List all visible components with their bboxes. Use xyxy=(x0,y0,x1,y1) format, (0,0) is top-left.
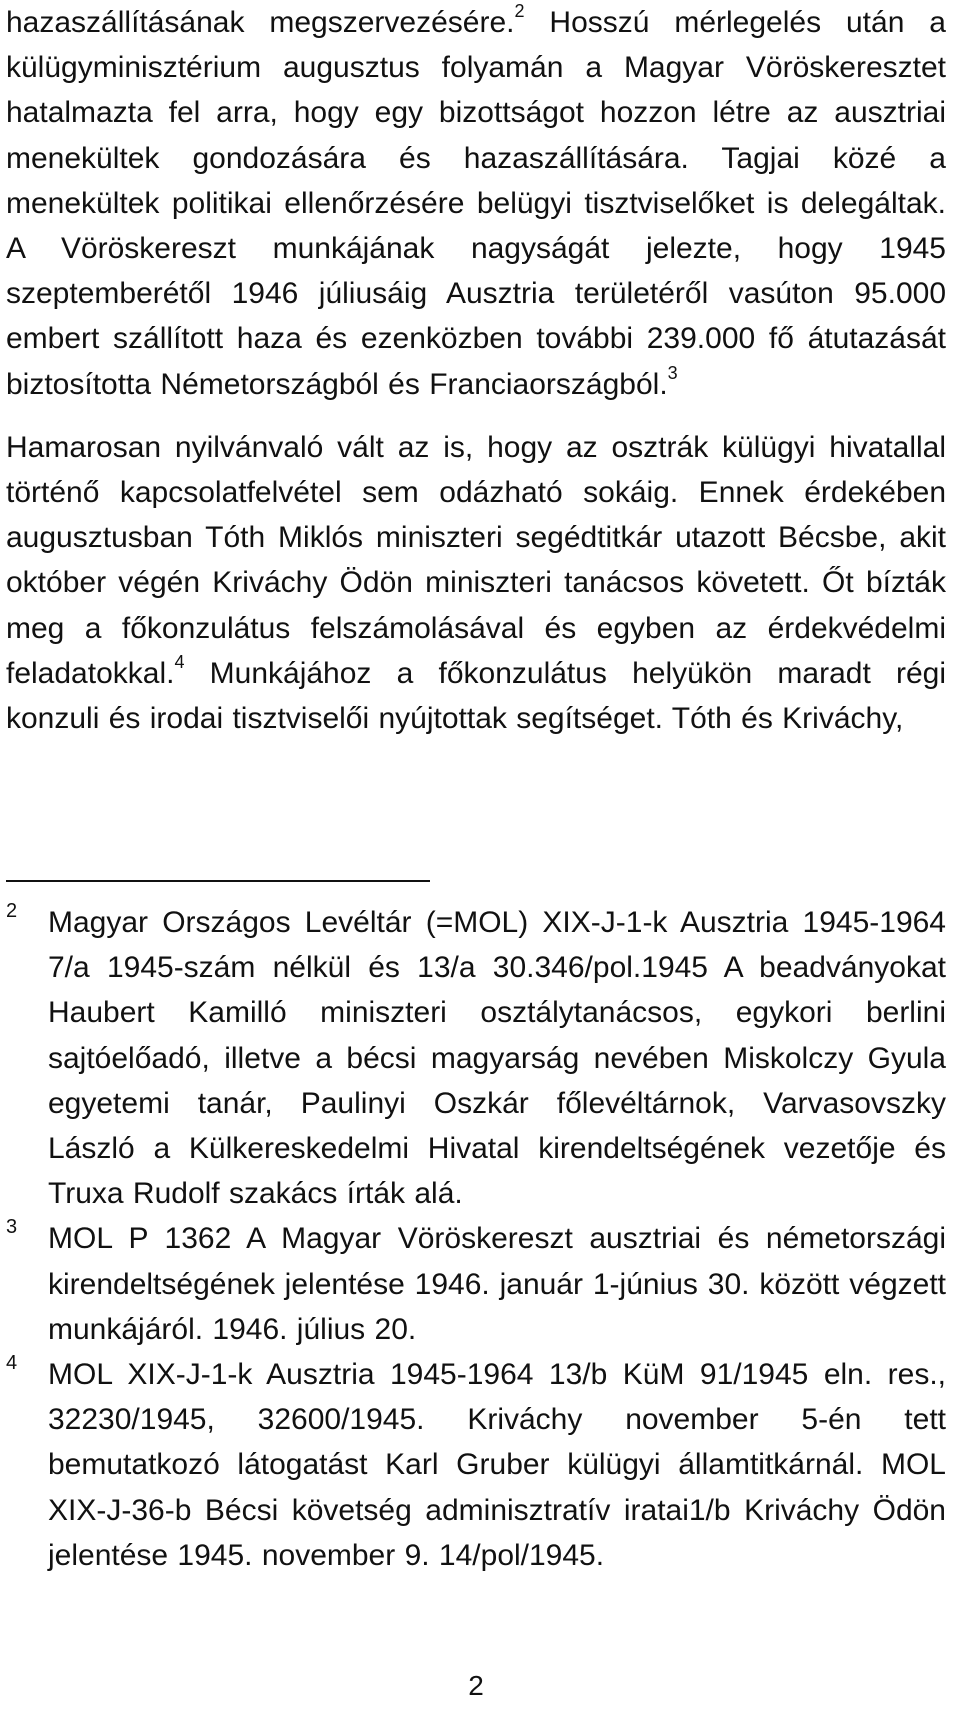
paragraph-1 xyxy=(6,0,946,407)
footnote-separator xyxy=(6,880,430,882)
footnote-number: 3 xyxy=(6,1216,18,1239)
footnotes xyxy=(6,900,946,1578)
footnote-ref-4[interactable]: 4 xyxy=(174,651,185,672)
document-page xyxy=(6,0,946,1701)
footnote-4 xyxy=(6,1352,946,1578)
footnote-number: 2 xyxy=(6,900,18,922)
footnote-2 xyxy=(6,900,946,1216)
page-number: 2 xyxy=(468,1670,484,1701)
paragraph-2-text-b: Munkájához a főkonzulátus helyükön maradt régi konzuli és irodai tisztviselői nyújtottak segítséget. Tóth és Kriváchy, xyxy=(6,656,946,736)
footnote-text: MOL XIX-J-1-k Ausztria 1945-1964 13/b KüM 91/1945 eln. res., 32230/1945, 32600/1945. Kriváchy november 5-én tett bemutatkozó látogatást Karl Gruber külügyi államtitkárnál. MOL XIX-J-36-b Bécsi követség adminisztratív iratai1/b Kriváchy Ödön jelentése 1945. november 9. 14/pol/1945. xyxy=(48,1358,946,1572)
footnote-3 xyxy=(6,1216,946,1352)
paragraph-2 xyxy=(6,425,946,741)
footnote-ref-2[interactable]: 2 xyxy=(514,1,525,21)
footnote-ref-3[interactable]: 3 xyxy=(667,362,678,383)
paragraph-2-text-a: Hamarosan nyilvánvaló vált az is, hogy az osztrák külügyi hivatallal történő kapcsolatfelvétel sem odázható sokáig. Ennek érdekében augusztusban Tóth Miklós miniszteri segédtitkár utazott Bécsbe, akit október végén Kriváchy Ödön miniszteri tanácsos követett. Őt bízták meg a főkonzulátus felszámolásával és egyben az érdekvédelmi feladatokkal. xyxy=(6,430,946,690)
paragraph-1-text-a: hazaszállításának megszervezésére. xyxy=(6,6,515,39)
paragraph-1-text-b: Hosszú mérlegelés után a külügyminisztérium augusztus folyamán a Magyar Vöröskeresztet hatalmazta fel arra, hogy egy bizottságot hozzon létre az ausztriai menekültek gondozására és hazaszállítására. Tagjai közé a menekültek politikai ellenőrzésére belügyi tisztviselőket is delegáltak. A Vöröskereszt munkájának nagyságát jelezte, hogy 1945 szeptemberétől 1946 júliusáig Ausztria területéről vasúton 95.000 embert szállított haza és ezenközben további 239.000 fő átutazását biztosította Németországból és Franciaországból. xyxy=(6,6,946,401)
footnote-text: Magyar Országos Levéltár (=MOL) XIX-J-1-k Ausztria 1945-1964 7/a 1945-szám nélkül és 13/a 30.346/pol.1945 A beadványokat Haubert Kamilló miniszteri osztálytanácsos, egykori berlini sajtóelőadó, illetve a bécsi magyarság nevében Miskolczy Gyula egyetemi tanár, Paulinyi Oszkár főlevéltárnok, Varvasovszky László a Külkereskedelmi Hivatal kirendeltségének vezetője és Truxa Rudolf szakács írták alá. xyxy=(48,906,946,1211)
footnote-number: 4 xyxy=(6,1352,18,1375)
footnote-text: MOL P 1362 A Magyar Vöröskereszt ausztriai és németországi kirendeltségének jelentése 1946. január 1-június 30. között végzett munkájáról. 1946. július 20. xyxy=(48,1222,946,1346)
